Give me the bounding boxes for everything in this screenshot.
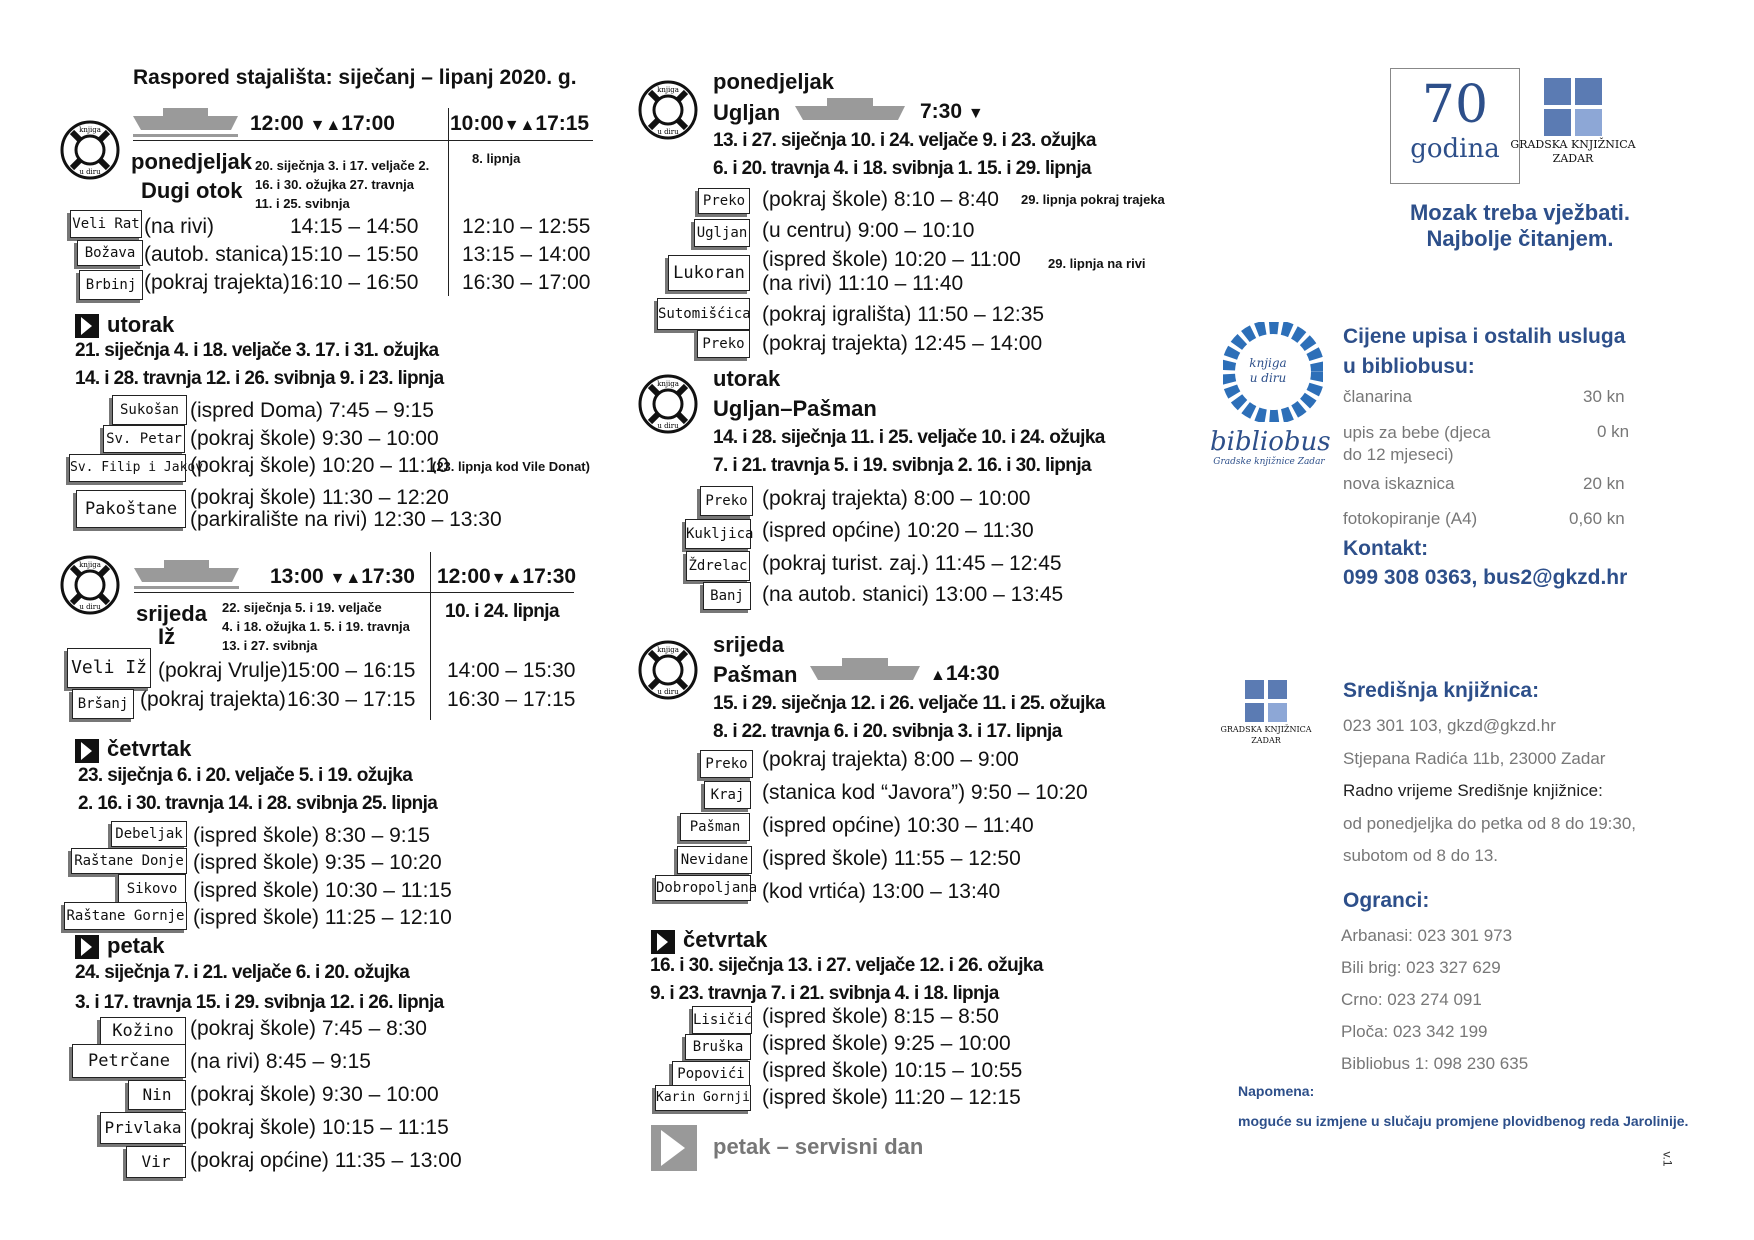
stop-preko: Preko bbox=[700, 750, 753, 778]
stop-desc: (ispred škole) 11:20 – 12:15 bbox=[762, 1086, 1021, 1109]
stop-desc: (na rivi) 8:45 – 9:15 bbox=[190, 1050, 371, 1073]
stop-kukljica: Kukljica bbox=[685, 519, 751, 549]
thu-mid-day: četvrtak bbox=[683, 927, 768, 952]
divider bbox=[430, 552, 431, 720]
stop-kozino: Kožino bbox=[100, 1017, 186, 1045]
svg-text:u diru: u diru bbox=[657, 688, 679, 696]
stop-time: 13:15 – 14:00 bbox=[462, 243, 591, 266]
stop-desc: (pokraj trajekta) 8:00 – 10:00 bbox=[762, 487, 1031, 510]
library-logo: GRADSKA KNJIŽNICA ZADAR bbox=[1508, 78, 1638, 166]
prices-title: Cijene upisa i ostalih usluga u bibliobusu: bbox=[1343, 325, 1626, 378]
price-value: 0,60 kn bbox=[1569, 509, 1625, 528]
stop-veli-rat: Veli Rat bbox=[70, 210, 142, 238]
tue-ugljan-place: Ugljan–Pašman bbox=[713, 396, 877, 421]
lifebuoy-icon bbox=[58, 553, 122, 622]
stop-desc: (pokraj igrališta) 11:50 – 12:35 bbox=[762, 303, 1045, 326]
ship-icon bbox=[133, 108, 238, 143]
stop-preko: Preko bbox=[700, 486, 753, 516]
fri-dates-1: 24. siječnja 7. i 21. veljače 6. i 20. ožujka bbox=[75, 962, 410, 983]
hours-title: Radno vrijeme Središnje knjižnice: bbox=[1343, 781, 1603, 800]
stop-desc: (stanica kod “Javora”) 9:50 – 10:20 bbox=[762, 781, 1088, 804]
stop-zdrelac: Ždrelac bbox=[686, 551, 750, 581]
stop-sutomiscica: Sutomišćica bbox=[657, 298, 750, 330]
price-value: 30 kn bbox=[1583, 387, 1625, 406]
stop-dobropoljana: Dobropoljana bbox=[655, 875, 751, 901]
price-label: upis za bebe (djeca do 12 mjeseci) bbox=[1343, 423, 1491, 464]
wed-iz-dates-2: 10. i 24. lipnja bbox=[445, 601, 559, 622]
stop-desc: (ispred škole) 8:30 – 9:15 bbox=[193, 824, 430, 847]
stop-preko: Preko bbox=[698, 188, 750, 214]
hours-2: subotom od 8 do 13. bbox=[1343, 846, 1499, 865]
stop-lisicic: Lisičić bbox=[692, 1006, 752, 1034]
stop-desc: (pokraj trajekta) 8:00 – 9:00 bbox=[762, 748, 1019, 771]
stop-desc: (pokraj škole) 8:10 – 8:40 bbox=[762, 188, 999, 211]
stop-desc: (ispred Doma) 7:45 – 9:15 bbox=[190, 399, 434, 422]
stop-desc: (ispred općine) 10:30 – 11:40 bbox=[762, 814, 1034, 837]
stop-desc: (pokraj općine) 11:35 – 13:00 bbox=[190, 1149, 462, 1172]
branch-item: Bibliobus 1: 098 230 635 bbox=[1341, 1054, 1529, 1073]
stop-desc: (na autob. stanici) 13:00 – 13:45 bbox=[762, 583, 1064, 606]
stop-sv-petar: Sv. Petar bbox=[103, 425, 185, 453]
stop-preko: Preko bbox=[697, 330, 750, 358]
stop-desc: (pokraj škole) 9:30 – 10:00 bbox=[190, 1083, 439, 1106]
stop-desc: (na rivi) 11:10 – 11:40 bbox=[762, 272, 964, 295]
stop-desc: (pokraj Vrulje) bbox=[158, 659, 288, 682]
arrow-icon bbox=[651, 1125, 697, 1176]
stop-desc: (autob. stanica) bbox=[144, 243, 289, 266]
mon-ugljan-place: Ugljan bbox=[713, 100, 781, 125]
arrow-icon bbox=[75, 739, 99, 768]
ship-icon bbox=[810, 658, 920, 691]
thu-dates-2: 2. 16. i 30. travnja 14. i 28. svibnja 25. lipnja bbox=[78, 793, 438, 814]
stop-sv-filip-i-jakov: Sv. Filip i Jakov bbox=[69, 454, 186, 482]
divider bbox=[133, 140, 593, 141]
stop-brsanj: Bršanj bbox=[72, 689, 134, 719]
branch-item: Crno: 023 274 091 bbox=[1341, 990, 1482, 1009]
wed-pasman-dates-1: 15. i 29. siječnja 12. i 26. veljače 11. i 25. ožujka bbox=[713, 693, 1105, 714]
contact-info: 099 308 0363, bus2@gkzd.hr bbox=[1343, 566, 1628, 589]
stop-kraj: Kraj bbox=[704, 781, 751, 809]
mon-dugi-dates: 20. siječnja 3. i 17. veljače 2. 16. i 30. ožujka 27. travnja 11. i 25. svibnja bbox=[255, 158, 430, 211]
price-value: 0 kn bbox=[1597, 422, 1630, 441]
tue-ugljan-dates-1: 14. i 28. siječnja 11. i 25. veljače 10. i 24. ožujka bbox=[713, 427, 1105, 448]
branch-item: Arbanasi: 023 301 973 bbox=[1341, 926, 1513, 945]
stop-time: 16:10 – 16:50 bbox=[290, 271, 419, 294]
branch-item: Bili brig: 023 327 629 bbox=[1341, 958, 1501, 977]
lifebuoy-icon bbox=[636, 638, 700, 707]
stop-time: 14:15 – 14:50 bbox=[290, 215, 419, 238]
stop-desc: (pokraj škole) 9:30 – 10:00 bbox=[190, 427, 439, 450]
stop-desc: (parkiralište na rivi) 12:30 – 13:30 bbox=[190, 508, 502, 531]
ship-icon bbox=[134, 560, 239, 595]
stop-desc: (ispred škole) 11:55 – 12:50 bbox=[762, 847, 1021, 870]
contact-title: Kontakt: bbox=[1343, 537, 1429, 560]
70-years-logo: 70 godina bbox=[1390, 68, 1520, 184]
stop-desc: (ispred škole) 10:15 – 10:55 bbox=[762, 1059, 1023, 1082]
page-title: Raspored stajališta: siječanj – lipanj 2020. g. bbox=[133, 66, 577, 89]
stop-popovici: Popovići bbox=[672, 1061, 750, 1087]
hours-1: od ponedjeljka do petka od 8 do 19:30, bbox=[1343, 814, 1637, 833]
stop-time: 16:30 – 17:15 bbox=[287, 688, 416, 711]
stop-nevidane: Nevidane bbox=[677, 846, 752, 874]
note-text: moguće su izmjene u slučaju promjene plovidbenog reda Jarolinije. bbox=[1238, 1113, 1689, 1129]
price-value: 20 kn bbox=[1583, 474, 1625, 493]
mon-ugljan-dates-2: 6. i 20. travnja 4. i 18. svibnja 1. 15. i 29. lipnja bbox=[713, 158, 1091, 179]
wed-iz-time-1: 13:00 ▼▲17:30 bbox=[270, 565, 415, 588]
mon-ugljan-day: ponedjeljak bbox=[713, 69, 835, 94]
wed-pasman-dates-2: 8. i 22. travnja 6. i 20. svibnja 3. i 17. lipnja bbox=[713, 721, 1062, 742]
mon-dugi-time-2: 10:00▼▲17:15 bbox=[450, 112, 590, 135]
arrow-icon bbox=[75, 314, 99, 343]
stop-desc: (ispred škole) 10:30 – 11:15 bbox=[193, 879, 452, 902]
wed-pasman-time: ▲14:30 bbox=[930, 662, 1000, 685]
divider bbox=[448, 108, 449, 296]
stop-time: 15:00 – 16:15 bbox=[287, 659, 416, 682]
svg-text:knjiga: knjiga bbox=[79, 126, 101, 134]
stop-time: 14:00 – 15:30 bbox=[447, 659, 576, 682]
mon-ugljan-dates-1: 13. i 27. siječnja 10. i 24. veljače 9. i 23. ožujka bbox=[713, 130, 1096, 151]
stop-bruska: Bruška bbox=[685, 1034, 751, 1060]
bibliobus-logo: knjiga u diru bibliobus Gradske knjižnice Zadar bbox=[1218, 322, 1328, 467]
branches-title: Ogranci: bbox=[1343, 889, 1430, 912]
stop-note: (23. lipnja kod Vile Donat) bbox=[432, 459, 590, 474]
tue-ugljan-dates-2: 7. i 21. travnja 5. i 19. svibnja 2. 16. i 30. lipnja bbox=[713, 455, 1091, 476]
stop-desc: (ispred škole) 8:15 – 8:50 bbox=[762, 1005, 999, 1028]
stop-time: 16:30 – 17:15 bbox=[447, 688, 576, 711]
stop-petrcane: Petrčane bbox=[72, 1044, 186, 1078]
stop-rastane-gornje: Raštane Gornje bbox=[64, 902, 187, 930]
central-phone: 023 301 103, gkzd@gkzd.hr bbox=[1343, 716, 1556, 735]
mon-dugi-time-1: 12:00 ▼▲17:00 bbox=[250, 112, 395, 135]
stop-note: 29. lipnja na rivi bbox=[1048, 256, 1146, 271]
stop-desc: (pokraj škole) 11:30 – 12:20 bbox=[190, 486, 449, 509]
version-label: v.1 bbox=[1660, 1151, 1675, 1167]
stop-desc: (pokraj turist. zaj.) 11:45 – 12:45 bbox=[762, 552, 1062, 575]
stop-lukoran: Lukoran bbox=[668, 255, 750, 291]
mon-ugljan-time: 7:30 ▼ bbox=[920, 100, 984, 123]
price-label: nova iskaznica bbox=[1343, 474, 1455, 493]
branch-item: Ploča: 023 342 199 bbox=[1341, 1022, 1488, 1041]
wed-pasman-place: Pašman bbox=[713, 662, 798, 687]
svg-text:u diru: u diru bbox=[79, 168, 101, 176]
stop-note: 29. lipnja pokraj trajeka bbox=[1021, 192, 1165, 207]
stop-desc: (pokraj trajekta) bbox=[140, 688, 286, 711]
central-title: Središnja knjižnica: bbox=[1343, 679, 1540, 702]
svg-text:knjiga: knjiga bbox=[657, 380, 679, 388]
tue-dates-2: 14. i 28. travnja 12. i 26. svibnja 9. i 23. lipnja bbox=[75, 368, 444, 389]
mon-dugi-place: Dugi otok bbox=[141, 178, 243, 203]
thu-day: četvrtak bbox=[107, 736, 192, 761]
stop-vir: Vir bbox=[126, 1146, 186, 1178]
fri-day: petak bbox=[107, 933, 165, 958]
stop-pakostane: Pakoštane bbox=[76, 490, 186, 528]
tue-ugljan-day: utorak bbox=[713, 366, 781, 391]
central-address: Stjepana Radića 11b, 23000 Zadar bbox=[1343, 749, 1606, 768]
stop-desc: (pokraj trajekta) 12:45 – 14:00 bbox=[762, 332, 1043, 355]
svg-text:knjiga: knjiga bbox=[657, 646, 679, 654]
stop-desc: (u centru) 9:00 – 10:10 bbox=[762, 219, 975, 242]
wed-iz-day: srijeda bbox=[136, 601, 207, 626]
price-label: članarina bbox=[1343, 387, 1412, 406]
stop-desc: (pokraj škole) 10:15 – 11:15 bbox=[190, 1116, 449, 1139]
stop-brbinj: Brbinj bbox=[79, 270, 143, 300]
stop-privlaka: Privlaka bbox=[100, 1112, 186, 1144]
wed-pasman-day: srijeda bbox=[713, 632, 784, 657]
stop-desc: (pokraj trajekta) bbox=[144, 271, 290, 294]
price-label: fotokopiranje (A4) bbox=[1343, 509, 1478, 528]
stop-karin-gornji: Karin Gornji bbox=[655, 1085, 751, 1111]
note-title: Napomena: bbox=[1238, 1083, 1315, 1099]
lifebuoy-icon bbox=[636, 372, 700, 441]
ship-icon bbox=[795, 98, 905, 131]
wed-iz-place: Iž bbox=[158, 624, 176, 649]
svg-text:u diru: u diru bbox=[79, 603, 101, 611]
wed-iz-dates: 22. siječnja 5. i 19. veljače 4. i 18. ožujka 1. 5. i 19. travnja 13. i 27. svibnja bbox=[222, 600, 410, 653]
thu-mid-dates-1: 16. i 30. siječnja 13. i 27. veljače 12. i 26. ožujka bbox=[650, 955, 1043, 976]
library-logo-small: GRADSKA KNJIŽNICA ZADAR bbox=[1220, 680, 1312, 746]
stop-bozava: Božava bbox=[77, 240, 143, 266]
fri-service-day: petak – servisni dan bbox=[713, 1134, 924, 1159]
stop-desc: (ispred škole) 9:25 – 10:00 bbox=[762, 1032, 1011, 1055]
stop-banj: Banj bbox=[703, 582, 751, 610]
wed-iz-time-2: 12:00▼▲17:30 bbox=[437, 565, 577, 588]
stop-nin: Nin bbox=[128, 1080, 186, 1110]
stop-sukosan: Sukošan bbox=[112, 395, 187, 425]
stop-ugljan: Ugljan bbox=[694, 219, 750, 247]
mon-dugi-dates-2: 8. lipnja bbox=[472, 151, 521, 166]
svg-text:u diru: u diru bbox=[657, 128, 679, 136]
stop-time: 12:10 – 12:55 bbox=[462, 215, 591, 238]
svg-text:u diru: u diru bbox=[657, 422, 679, 430]
svg-text:knjiga: knjiga bbox=[657, 86, 679, 94]
thu-dates-1: 23. siječnja 6. i 20. veljače 5. i 19. ožujka bbox=[78, 765, 413, 786]
svg-text:knjiga: knjiga bbox=[79, 561, 101, 569]
fri-dates-2: 3. i 17. travnja 15. i 29. svibnja 12. i 26. lipnja bbox=[75, 992, 444, 1013]
stop-veli-iz: Veli Iž bbox=[67, 648, 151, 688]
lifebuoy-icon bbox=[636, 78, 700, 147]
stop-desc: (kod vrtića) 13:00 – 13:40 bbox=[762, 880, 1001, 903]
lifebuoy-icon bbox=[58, 118, 122, 187]
stop-time: 16:30 – 17:00 bbox=[462, 271, 591, 294]
stop-desc: (ispred škole) 11:25 – 12:10 bbox=[193, 906, 452, 929]
stop-pasman: Pašman bbox=[680, 813, 750, 841]
stop-desc: (ispred općine) 10:20 – 11:30 bbox=[762, 519, 1034, 542]
stop-desc: (ispred škole) 9:35 – 10:20 bbox=[193, 851, 442, 874]
arrow-icon bbox=[75, 935, 99, 964]
stop-desc: (ispred škole) 10:20 – 11:00 bbox=[762, 248, 1021, 271]
stop-desc: (pokraj škole) 7:45 – 8:30 bbox=[190, 1017, 427, 1040]
stop-time: 15:10 – 15:50 bbox=[290, 243, 419, 266]
stop-desc: (na rivi) bbox=[144, 215, 215, 238]
tue-day: utorak bbox=[107, 312, 175, 337]
stop-desc: (pokraj škole) 10:20 – 11:10 bbox=[190, 454, 449, 477]
slogan: Mozak treba vježbati. Najbolje čitanjem. bbox=[1409, 200, 1631, 251]
stop-rastane-donje: Raštane Donje bbox=[71, 848, 187, 874]
stop-sikovo: Sikovo bbox=[118, 874, 186, 904]
mon-dugi-day: ponedjeljak bbox=[131, 149, 253, 174]
tue-dates-1: 21. siječnja 4. i 18. veljače 3. 17. i 31. ožujka bbox=[75, 340, 439, 361]
divider bbox=[134, 592, 574, 593]
stop-debeljak: Debeljak bbox=[111, 821, 187, 847]
thu-mid-dates-2: 9. i 23. travnja 7. i 21. svibnja 4. i 18. lipnja bbox=[650, 983, 999, 1004]
